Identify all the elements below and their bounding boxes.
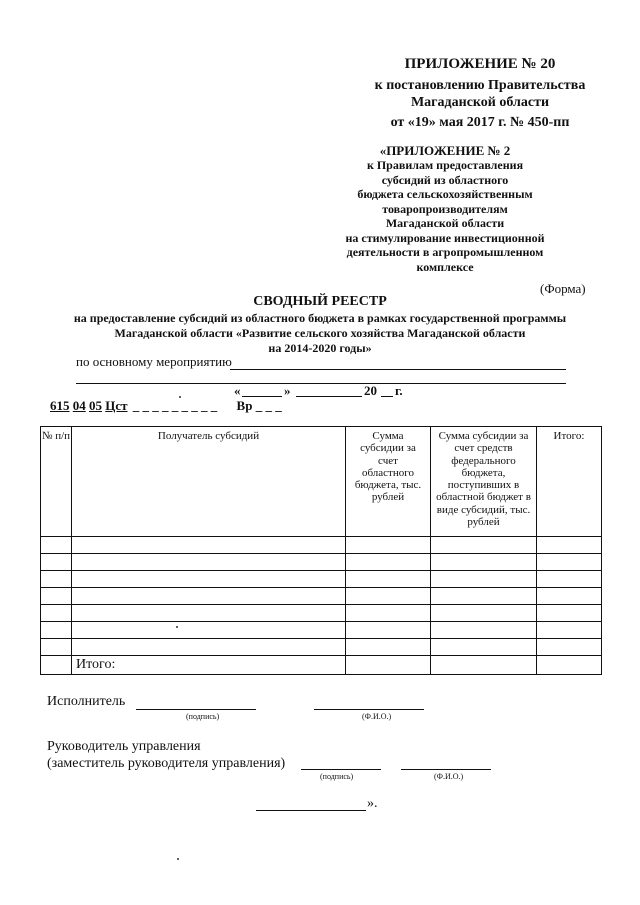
date-close-quote: » (284, 383, 291, 398)
table-row (41, 605, 602, 622)
budget-codes (50, 398, 282, 414)
head-label-1: Руководитель управления (47, 739, 201, 754)
code-4: Цст (105, 398, 128, 413)
table-row (41, 554, 602, 571)
measure-field-line (230, 369, 566, 370)
date-year-prefix: 20 (364, 383, 377, 398)
sub-appendix-line: деятельности в агропромышленном (346, 245, 544, 259)
sub-appendix-line: к Правилам предоставления (366, 158, 524, 172)
code-dashes-2: _ _ _ (255, 398, 282, 413)
registry-table (40, 426, 602, 675)
table-cell[interactable] (537, 588, 602, 605)
executor-fio-hint: (Ф.И.О.) (362, 712, 392, 721)
code-3: 05 (89, 398, 102, 413)
sub-appendix-line: бюджета сельскохозяйственным (357, 187, 533, 201)
table-cell[interactable] (431, 554, 537, 571)
table-cell[interactable] (346, 537, 431, 554)
table-cell[interactable] (431, 639, 537, 656)
final-line[interactable] (256, 810, 366, 811)
head-signature-line[interactable] (301, 769, 381, 770)
table-cell[interactable] (72, 639, 346, 656)
sub-appendix-line: комплексе (416, 259, 474, 274)
total-row-label: Итого: (72, 656, 346, 675)
appendix-line-3: от «19» мая 2017 г. № 450-пп (390, 115, 570, 130)
header-recipient: Получатель субсидий (72, 427, 346, 537)
table-cell[interactable] (72, 571, 346, 588)
table-cell[interactable] (431, 588, 537, 605)
sub-appendix-line: на стимулирование инвестиционной (345, 230, 545, 245)
registry-subtitle-line: на предоставление субсидий из областного бюджета в рамках государственной программы (73, 311, 567, 325)
appendix-line-1: к постановлению Правительства (374, 78, 586, 93)
table-cell[interactable] (346, 588, 431, 605)
header-regional: Сумма субсидии за счет областного бюджета, тыс. рублей (346, 427, 431, 537)
table-cell (41, 656, 72, 675)
table-cell[interactable] (537, 571, 602, 588)
sub-appendix-line: Магаданской области (385, 216, 505, 230)
date-day-line (242, 396, 282, 397)
table-cell[interactable] (346, 554, 431, 571)
table-row (41, 639, 602, 656)
table-cell[interactable] (431, 622, 537, 639)
appendix-title: ПРИЛОЖЕНИЕ № 20 (404, 56, 556, 72)
head-signature-hint: (подпись) (320, 772, 354, 781)
measure-label: по основному мероприятию (76, 354, 232, 369)
date-open-quote: « (234, 383, 241, 398)
executor-signature-hint: (подпись) (186, 712, 220, 721)
executor-fio-line[interactable] (314, 709, 424, 710)
executor-signature-line[interactable] (136, 709, 256, 710)
sub-appendix-title: «ПРИЛОЖЕНИЕ № 2 (379, 143, 511, 158)
table-cell[interactable] (346, 571, 431, 588)
appendix-line-2: Магаданской области (410, 95, 550, 110)
sub-appendix-lines (320, 158, 570, 274)
header-federal: Сумма субсидии за счет средств федерального бюджета, поступивших в областной бюджет в виде субсидий, тыс. рублей (431, 427, 537, 537)
table-cell[interactable] (346, 605, 431, 622)
header-total: Итого: (537, 427, 602, 537)
code-dashes-1: _ _ _ _ _ _ _ _ _ (132, 398, 218, 413)
table-cell[interactable] (41, 639, 72, 656)
table-cell[interactable] (537, 622, 602, 639)
table-header-row (41, 427, 602, 537)
table-cell[interactable] (41, 605, 72, 622)
table-cell[interactable] (72, 588, 346, 605)
table-total-row (41, 656, 602, 675)
registry-subtitle (0, 311, 640, 356)
sub-appendix-line: субсидий из областного (381, 172, 509, 187)
table-cell[interactable] (537, 639, 602, 656)
final-close-quote: ». (367, 796, 378, 811)
code-5: Вр (236, 398, 253, 413)
table-cell[interactable] (537, 656, 602, 675)
measure-second-line (76, 383, 566, 384)
table-cell[interactable] (346, 622, 431, 639)
registry-subtitle-line: на 2014-2020 годы» (268, 341, 372, 355)
table-cell[interactable] (72, 537, 346, 554)
table-cell[interactable] (72, 605, 346, 622)
code-1: 615 (50, 398, 70, 413)
table-cell[interactable] (41, 622, 72, 639)
form-label: (Форма) (540, 281, 586, 296)
table-cell[interactable] (41, 588, 72, 605)
registry-subtitle-line: Магаданской области «Развитие сельского хозяйства Магаданской области (114, 326, 526, 340)
date-year-line (381, 396, 393, 397)
header-num: № п/п (41, 427, 72, 537)
table-row (41, 537, 602, 554)
table-cell[interactable] (72, 622, 346, 639)
head-label-2: (заместитель руководителя управления) (47, 756, 286, 771)
table-row (41, 571, 602, 588)
table-cell[interactable] (41, 537, 72, 554)
table-cell[interactable] (41, 554, 72, 571)
table-cell[interactable] (537, 554, 602, 571)
table-cell[interactable] (41, 571, 72, 588)
table-cell[interactable] (431, 571, 537, 588)
table-cell[interactable] (346, 639, 431, 656)
code-2: 04 (72, 398, 86, 413)
table-cell[interactable] (537, 537, 602, 554)
head-fio-line[interactable] (401, 769, 491, 770)
table-cell[interactable] (431, 656, 537, 675)
date-month-line (296, 396, 362, 397)
scan-speck (177, 858, 179, 860)
scan-speck (176, 626, 178, 628)
table-row (41, 588, 602, 605)
table-cell[interactable] (431, 537, 537, 554)
table-cell[interactable] (431, 605, 537, 622)
sub-appendix-line: товаропроизводителям (382, 201, 508, 216)
head-fio-hint: (Ф.И.О.) (434, 772, 464, 781)
registry-title: СВОДНЫЙ РЕЕСТР (253, 294, 387, 309)
executor-label: Исполнитель (47, 694, 126, 709)
date-year-suffix: г. (395, 383, 403, 398)
table-cell[interactable] (346, 656, 431, 675)
table-cell[interactable] (537, 605, 602, 622)
table-cell[interactable] (72, 554, 346, 571)
table-row (41, 622, 602, 639)
